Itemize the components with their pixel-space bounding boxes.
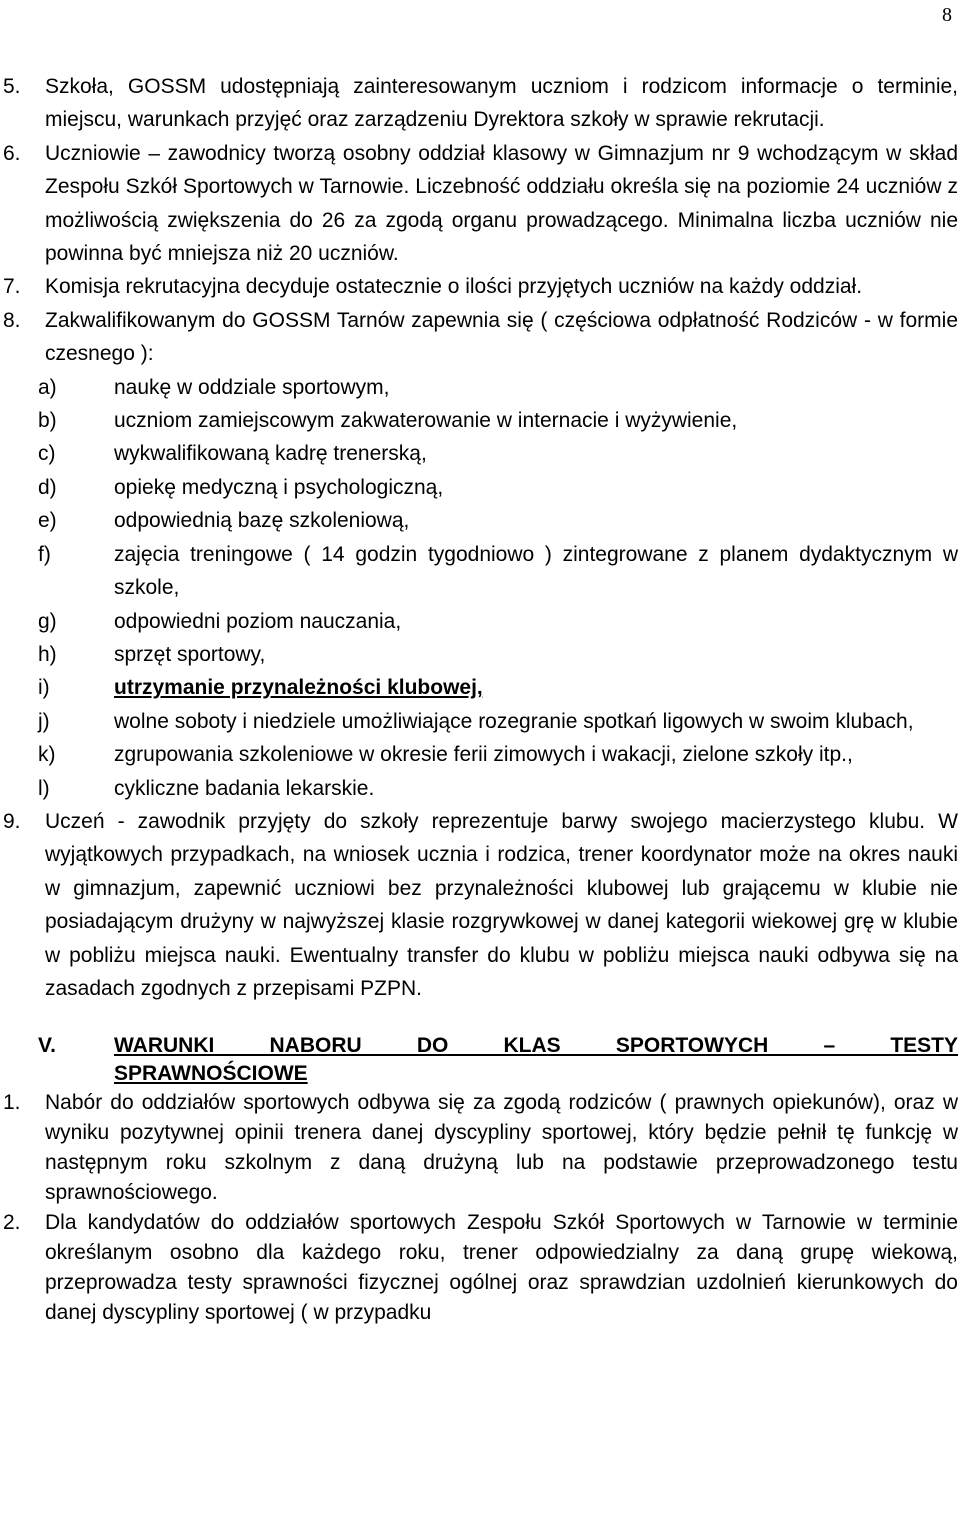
sub-item-letter: a) bbox=[38, 375, 57, 399]
sub-list-item bbox=[0, 638, 958, 671]
sub-list-item bbox=[0, 772, 958, 805]
item-text: Nabór do oddziałów sportowych odbywa się za zgodą rodziców ( prawnych opiekunów), oraz w wyniku pozytywnej opinii trenera danej dyscypliny sportowej, który będzie pełnił tę funkcję w następnym roku szkolnym z daną drużyną lub na podstawie przeprowadzonego testu sprawnościowego. bbox=[45, 1091, 958, 1205]
item-text: Uczniowie – zawodnicy tworzą osobny oddział klasowy w Gimnazjum nr 9 wchodzącym w skład Zespołu Szkół Sportowych w Tarnowie. Liczebność oddziału określa się na poziomie 24 uczniów z możliwością zwiększenia do 26 za zgodą organu prowadzącego. Minimalna liczba uczniów nie powinna być mniejsza niż 20 uczniów. bbox=[45, 141, 958, 266]
item-number: 5. bbox=[3, 75, 21, 98]
sub-item-letter: c) bbox=[38, 442, 56, 466]
item-number: 2. bbox=[3, 1211, 21, 1235]
sub-list-item bbox=[0, 404, 958, 437]
sub-item-letter: d) bbox=[38, 475, 57, 499]
sub-item-letter: e) bbox=[38, 509, 57, 533]
sub-list-item bbox=[0, 605, 958, 638]
list-item bbox=[0, 805, 958, 1005]
list-item bbox=[0, 304, 958, 371]
sub-item-letter: l) bbox=[38, 776, 50, 800]
list-item bbox=[0, 70, 958, 137]
section-heading bbox=[0, 1032, 958, 1060]
sub-item-letter: h) bbox=[38, 642, 57, 666]
sub-list-item bbox=[0, 538, 958, 605]
sub-item-text: zajęcia treningowe ( 14 godzin tygodniowo ) zintegrowane z planem dydaktycznym w szkole, bbox=[114, 542, 958, 600]
section-number: V. bbox=[38, 1034, 56, 1058]
sub-item-text: wykwalifikowaną kadrę trenerską, bbox=[114, 442, 427, 466]
item-number: 9. bbox=[3, 809, 21, 833]
item-number: 8. bbox=[3, 308, 21, 332]
sub-item-text: cykliczne badania lekarskie. bbox=[114, 776, 375, 800]
sub-item-text: odpowiedni poziom nauczania, bbox=[114, 609, 402, 633]
sub-item-text: sprzęt sportowy, bbox=[114, 642, 266, 666]
sub-item-letter: j) bbox=[38, 709, 50, 733]
item-number: 1. bbox=[3, 1091, 21, 1115]
sub-list-item bbox=[0, 705, 958, 738]
sub-item-text: uczniom zamiejscowym zakwaterowanie w internacie i wyżywienie, bbox=[114, 409, 738, 433]
item-text: Uczeń - zawodnik przyjęty do szkoły reprezentuje barwy swojego macierzystego klubu. W wyjątkowych przypadkach, na wniosek ucznia i rodzica, trener koordynator może na okres nauki w gimnazjum, zapewnić uczniowi bez przynależności klubowej lub grającemu w klubie nie posiadającym drużyny w najwyższej klasie rozgrywkowej w danej kategorii wiekowej grę w klubie w pobliżu miejsca nauki. Ewentualny transfer do klubu w pobliżu miejsca nauki odbywa się na zasadach zgodnych z przepisami PZPN. bbox=[45, 809, 958, 1000]
sub-list-item bbox=[0, 738, 958, 771]
sub-item-text: odpowiednią bazę szkoleniową, bbox=[114, 509, 410, 533]
sub-item-letter: b) bbox=[38, 409, 57, 433]
sub-item-text: opiekę medyczną i psychologiczną, bbox=[114, 475, 444, 499]
sub-item-letter: f) bbox=[38, 542, 51, 566]
item-text: Zakwalifikowanym do GOSSM Tarnów zapewnia się ( częściowa odpłatność Rodziców - w formie czesnego ): bbox=[45, 308, 958, 366]
sub-item-letter: k) bbox=[38, 743, 56, 767]
item-text: Dla kandydatów do oddziałów sportowych Zespołu Szkół Sportowych w Tarnowie w terminie określanym osobno dla każdego roku, trener odpowiedzialny za daną grupę wiekową, przeprowadza testy sprawności fizycznej ogólnej oraz sprawdzian uzdolnień kierunkowych do danej dyscypliny sportowej ( w przypadku bbox=[45, 1211, 958, 1325]
sub-list-item bbox=[0, 371, 958, 404]
item-number: 7. bbox=[3, 275, 21, 299]
sub-item-letter: g) bbox=[38, 609, 57, 633]
sub-item-text: zgrupowania szkoleniowe w okresie ferii zimowych i wakacji, zielone szkoły itp., bbox=[114, 743, 853, 767]
sub-item-text: wolne soboty i niedziele umożliwiające rozegranie spotkań ligowych w swoim klubach, bbox=[114, 709, 914, 733]
list-item bbox=[0, 1088, 958, 1208]
section-title-line2: SPRAWNOŚCIOWE bbox=[114, 1062, 308, 1086]
sub-item-letter: i) bbox=[38, 676, 50, 700]
item-text: Szkoła, GOSSM udostępniają zainteresowanym uczniom i rodzicom informacje o terminie, miejscu, warunkach przyjęć oraz zarządzeniu Dyrektora szkoły w sprawie rekrutacji. bbox=[45, 75, 958, 132]
sub-list-item bbox=[0, 471, 958, 504]
list-item bbox=[0, 1208, 958, 1328]
list-item bbox=[0, 270, 958, 303]
item-text: Komisja rekrutacyjna decyduje ostatecznie o ilości przyjętych uczniów na każdy oddział. bbox=[45, 275, 863, 299]
sub-item-text: naukę w oddziale sportowym, bbox=[114, 375, 390, 399]
sub-list-item bbox=[0, 504, 958, 537]
item-number: 6. bbox=[3, 141, 21, 165]
sub-list-item bbox=[0, 437, 958, 470]
document-body bbox=[0, 70, 958, 1328]
page-number: 8 bbox=[942, 4, 952, 26]
sub-list-item bbox=[0, 671, 958, 704]
section-title-line1: WARUNKI NABORU DO KLAS SPORTOWYCH – TESTY bbox=[114, 1034, 958, 1058]
sub-item-text-emphasized: utrzymanie przynależności klubowej, bbox=[114, 676, 483, 700]
list-item bbox=[0, 137, 958, 271]
